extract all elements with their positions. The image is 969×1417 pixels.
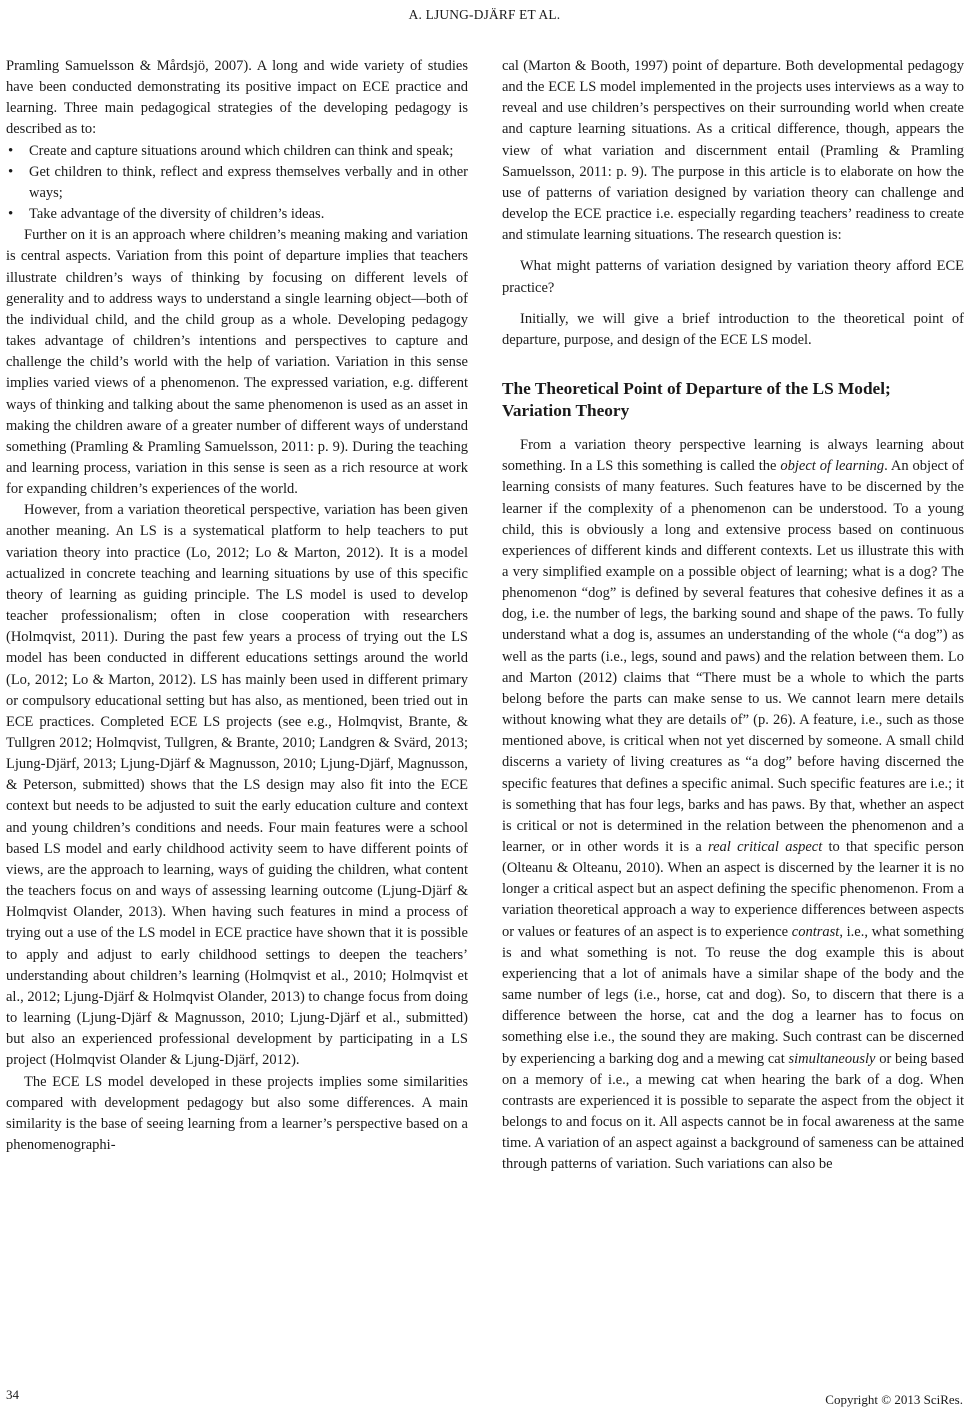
copyright-notice: Copyright © 2013 SciRes. (825, 1392, 963, 1407)
emphasis: simultaneously (788, 1050, 876, 1067)
left-column (6, 56, 468, 1156)
right-column (502, 56, 964, 1176)
page-number: 34 (6, 1387, 19, 1402)
strategy-list (6, 141, 468, 226)
running-header: A. LJUNG-DJÄRF ET AL. (408, 7, 561, 22)
emphasis: real critical aspect (708, 839, 823, 855)
text-run: From a variation theory perspective learning is always learning about something. In a LS this something is called the (502, 437, 964, 475)
emphasis: contrast (791, 923, 840, 940)
paragraph: Initially, we will give a brief introduction to the theoretical point of departure, purpose, and design of the ECE LS model. (502, 310, 964, 348)
list-item: • Create and capture situations around which children can think and speak; (6, 141, 468, 162)
text-run: or being based on a memory of i.e., a mewing cat when hearing the bark of a dog. When contrasts are experienced it is possible to separate the aspect from the object it belongs to and focus on it. All aspects cannot be in focal awareness at the same time. A variation of an aspect against a background of sameness can be attained through patterns of variation. Such variations can also be (502, 1050, 965, 1173)
paragraph (502, 435, 964, 1175)
section-heading: The Theoretical Point of Departure of the LS Model; Variation Theory (502, 379, 891, 421)
paragraph: cal (Marton & Booth, 1997) point of departure. Both developmental pedagogy and the ECE LS model implemented in the projects uses interviews as a way to reveal and use children’s perspectives on their surrounding world when create and capture learning situations. As a critical difference, though, appears the view of what variation and discernment entail (Pramling & Pramling Samuelsson, 2011: p. 9). The purpose in this article is to elaborate on how the use of patterns of variation designed by variation theory can challenge and develop the ECE practice i.e. especially regarding teachers’ readiness to create and stimulate learning situations. The research question is: (502, 58, 964, 244)
text-run: , i.e., what something is and what something is not. To reuse the dog example this is about experiencing that a lot of animals have a similar shape of the body and the same number of legs (i.e., horse, cat and dog). So, to discern that there is a difference between the horse, cat and the dog a learner has to focus on something else i.e., the sound they are making. Such contrast can be discerned by experiencing a barking dog and a mewing cat (502, 923, 964, 1067)
text-run: to that specific person (Olteanu & Olteanu, 2010). When an aspect is discerned by the learner it is no longer a critical aspect but an aspect defining the specific phenomenon. From a variation theoretical approach a way to experience differences between aspects or values or features of an aspect is to experience (502, 839, 964, 940)
emphasis: object of learning (780, 458, 885, 475)
research-question: What might patterns of variation designed by variation theory afford ECE practice? (502, 258, 964, 296)
paragraph: However, from a variation theoretical perspective, variation has been given another meaning. An LS is a systematical platform to help teachers to put variation theory into practice (Lo, 2012; Lo & Marton, 2012). It is a model actualized in concrete teaching and learning situations by use of this specific theory of learning as guiding principle. The LS model is used to develop teacher professionalism; often in close cooperation with researchers (Holmqvist, 2011). During the past few years a process of trying out the LS model has been conducted in different educations settings around the world (Lo, 2012; Lo & Marton, 2012). LS has mainly been used in different primary or compulsory educational setting but has also, as mentioned, been tried out in ECE practices. Completed ECE LS projects (see e.g., Holmqvist, Brante, & Tullgren 2012; Holmqvist, Tullgren, & Brante, 2010; Landgren & Svärd, 2013; Ljung-Djärf, 2013; Ljung-Djärf & Magnusson, 2010; Ljung-Djärf, Magnusson, & Peterson, submitted) shows that the LS design may also fit into the ECE context but needs to be adjusted to suit the early education culture and context and young children’s conditions and needs. Four main features were a school based LS model and early childhood activity seem to have different points of views, are the approach to learning, ways of guiding the children, what content the teachers focus on and ways of assessing learning outcome (Ljung-Djärf & Holmqvist Olander, 2013). When having such features in mind a process of trying out a use of the LS model in ECE practice have shown that it is possible to apply and adjust to early childhood settings to deepen the teachers’ understanding about children’s learning (Holmqvist et al., 2010; Holmqvist et al., 2012; Ljung-Djärf & Holmqvist Olander, 2013) to change focus from doing to learning (Ljung-Djärf & Magnusson, 2010; Ljung-Djärf et al., submitted) but also an experienced professional development by participating in a LS project (Holmqvist Olander & Ljung-Djärf, 2012). (6, 502, 468, 1069)
text-run: . An object of learning consists of many features. Such features have to be discerned by the learner if the complexity of a phenomenon can be understood. To a young child, this is obviously a long and extensive process based on continuous experiences of different kinds and different contexts. Let us illustrate this with a very simplified example on a possible object of learning; what is a dog? The phenomenon “dog” is defined by several features that cohesive defines it as a dog, i.e. the number of legs, the barking sound and shape of the paws. To fully understand what a dog is, assumes an understanding of the whole (“a dog”) as well as the parts (i.e., legs, sound and paws) and the relation between them. Lo and Marton (2012) claims that “There must be a whole to which the parts belong before the parts can make sense to us. We cannot learn mere details without knowing what they are details of” (p. 26). A feature, i.e., such as those mentioned above, is critical when not yet discerned by someone. A small child discerns a variety of living creatures as “a dog” before having discerned the specific features that defines a specific animal. Such specific features are i.e.; it is something that has four legs, barks and has paws. By that, whether an aspect is critical or not is determined in the relation between the phenomenon and a learner, or in other words it is a (502, 458, 965, 855)
list-item: • Get children to think, reflect and express themselves verbally and in other ways; (6, 162, 468, 204)
list-item: • Take advantage of the diversity of children’s ideas. (6, 204, 468, 225)
paragraph: Further on it is an approach where children’s meaning making and variation is central aspects. Variation from this point of departure implies that teachers illustrate children’s ways of thinking by focusing on different levels of generality and to address ways to understand a single learning object—both of the individual child, and the child group as a whole. Developing pedagogy takes advantage of children’s intentions and perspectives to capture and challenge the child’s world with the help of variation. Variation in this sense implies varied views of a phenomenon. The expressed variation, e.g. different ways of thinking and talking about the same phenomenon is used as an asset in making the children aware of a greater number of different ways of understand something (Pramling & Pramling Samuelsson, 2011: p. 9). During the teaching and learning process, variation in this sense is seen as a rich resource at work for expanding children’s experiences of the world. (6, 227, 468, 498)
paragraph: Pramling Samuelsson & Mårdsjö, 2007). A long and wide variety of studies have been conducted demonstrating its positive impact on ECE practice and learning. Three main pedagogical strategies of the developing pedagogy is described as to: (6, 58, 468, 138)
paragraph: The ECE LS model developed in these projects implies some similarities compared with development pedagogy but also some differences. A main similarity is the base of seeing learning from a learner’s perspective based on a phenomenographi- (6, 1073, 468, 1153)
